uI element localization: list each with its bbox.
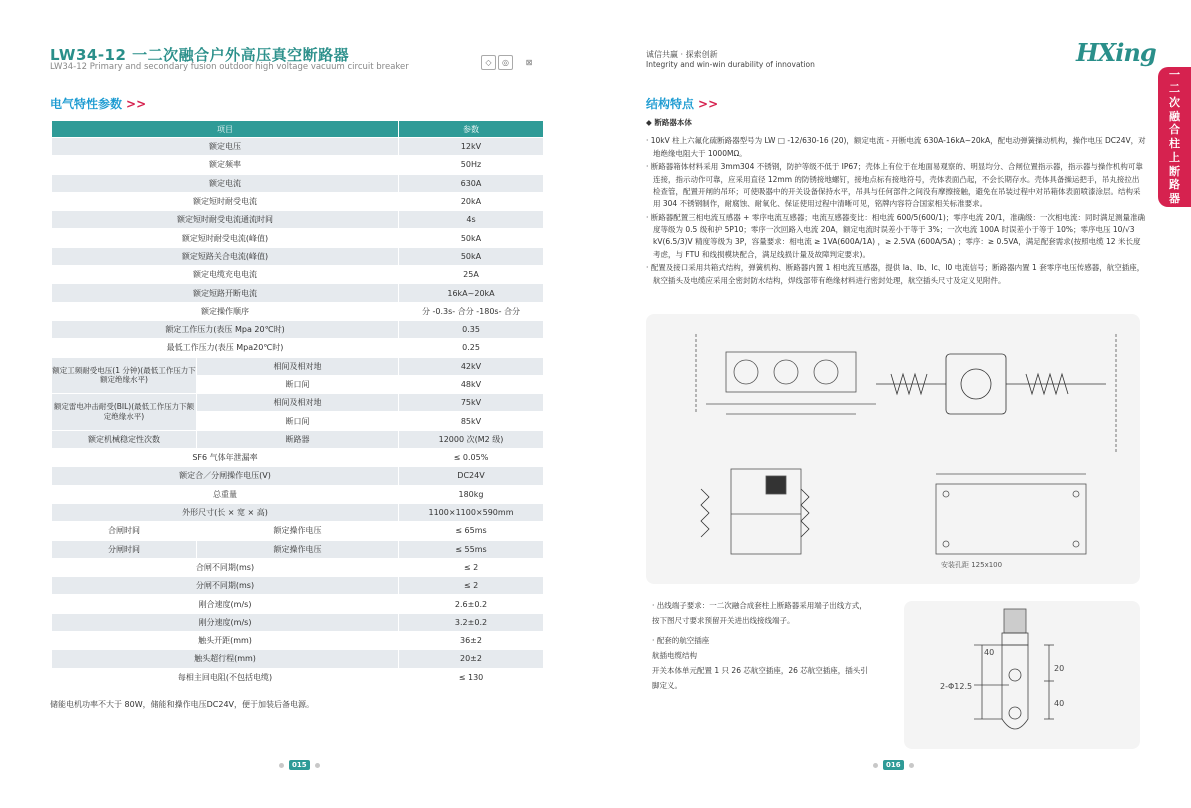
table-row	[52, 156, 544, 174]
table-cell: 刚合速度(m/s)	[52, 595, 399, 613]
table-cell: SF6 气体年泄漏率	[52, 449, 399, 467]
table-row	[52, 320, 544, 338]
table-cell: ≤ 0.05%	[399, 449, 544, 467]
table-cell: 额定操作顺序	[52, 302, 399, 320]
header-item: 项目	[52, 121, 399, 138]
table-row	[52, 266, 544, 284]
cert-icon-1: ◇	[481, 55, 496, 70]
cert-icon-2: ◎	[498, 55, 513, 70]
table-cell: 2.6±0.2	[399, 595, 544, 613]
table-cell: 分闸不同期(ms)	[52, 577, 399, 595]
table-cell: 额定操作电压	[197, 522, 399, 540]
table-cell: 额定短时耐受电流(峰值)	[52, 229, 399, 247]
table-cell: 相间及相对地	[197, 357, 399, 375]
list-item: · 出线端子要求：一二次融合成套柱上断路器采用端子出线方式，	[652, 601, 867, 610]
page-number-right: 016	[873, 760, 914, 770]
list-item: · 10kV 柱上六氟化硫断路器型号为 LW □ -12/630-16 (20)，额定电流 - 开断电流 630A-16kA~20kA，配电动弹簧操动机构，操作电压 DC24V，对地绝缘电阻大于 1000MΩ。	[646, 136, 1146, 158]
structure-features	[646, 117, 1146, 288]
table-cell: 刚分速度(m/s)	[52, 613, 399, 631]
table-row	[52, 613, 544, 631]
table-cell: 20kA	[399, 192, 544, 210]
list-item: · 断路器配置三相电流互感器 + 零序电流互感器；电流互感器变比：相电流 600/5(600/1)；零序电流 20/1，准确级：一次相电流：同时满足测量准确度等级为 0.5 级和护 5P10；零序一次回路入电流 20A，额定电流时误差小于等于 3%；一次电流 100A 时误差小于等于 10%；零序电压 10/√3 kV(6.5/3)V 精度等级为 3P，容量要求：相电流 ≥ 1VA(600A/1A) ，≥ 2.5VA (600A/5A) ；零序：≥ 0.5VA，满足配套需求(按照电缆 12 米长度考虑，与 FTU 和线损模块配合，满足线损计量及故障判定要求)。	[646, 212, 1146, 259]
arrow-icon: >>	[698, 97, 719, 111]
table-row	[52, 503, 544, 521]
page-title: LW34-12 一二次融合户外高压真空断路器	[50, 46, 350, 64]
table-cell: 16kA~20kA	[399, 284, 544, 302]
table-row	[52, 577, 544, 595]
bil-label: 额定雷电冲击耐受(BIL)(最低工作压力下额定绝缘水平)	[52, 394, 197, 431]
table-row	[52, 211, 544, 229]
terminal-drawing	[904, 601, 1140, 749]
table-cell: 最低工作压力(表压 Mpa20℃时)	[52, 339, 399, 357]
table-cell: 12000 次(M2 级)	[399, 430, 544, 448]
table-row	[52, 394, 544, 412]
table-cell: 额定合／分闸操作电压(V)	[52, 467, 399, 485]
table-cell: ≤ 55ms	[399, 540, 544, 558]
table-cell: 50kA	[399, 247, 544, 265]
list-item: 脚定义。	[652, 681, 682, 691]
terminal-requirements	[652, 600, 892, 696]
table-row	[52, 302, 544, 320]
table-header	[52, 121, 544, 138]
table-cell: 0.25	[399, 339, 544, 357]
table-cell: 触头超行程(mm)	[52, 650, 399, 668]
table-cell: 额定电压	[52, 138, 399, 156]
table-cell: 42kV	[399, 357, 544, 375]
table-cell: 断路器	[197, 430, 399, 448]
table-row	[52, 650, 544, 668]
table-cell: 每相主回电阻(不包括电缆)	[52, 668, 399, 686]
table-cell: 断口间	[197, 412, 399, 430]
terminal-svg	[904, 601, 1140, 749]
page-number-left: 015	[279, 760, 320, 770]
table-cell: 48kV	[399, 375, 544, 393]
table-row	[52, 339, 544, 357]
pf-label: 额定工频耐受电压(1 分钟)(最低工作压力下额定绝缘水平)	[52, 357, 197, 394]
table-cell: 额定频率	[52, 156, 399, 174]
table-cell: 额定电流	[52, 174, 399, 192]
breaker-drawing	[646, 314, 1140, 584]
table-cell: 额定机械稳定性次数	[52, 430, 197, 448]
table-cell: 相间及相对地	[197, 394, 399, 412]
header-value: 参数	[399, 121, 544, 138]
table-row	[52, 229, 544, 247]
list-item: 按下图尺寸要求预留开关进出线接线端子。	[652, 616, 795, 626]
table-cell: ≤ 65ms	[399, 522, 544, 540]
svg-text:40: 40	[1054, 699, 1065, 708]
table-row	[52, 558, 544, 576]
table-cell: 180kg	[399, 485, 544, 503]
table-cell: 断口间	[197, 375, 399, 393]
table-cell: 合闸时间	[52, 522, 197, 540]
table-cell: 额定短路开断电流	[52, 284, 399, 302]
table-row	[52, 357, 544, 375]
table-row	[52, 522, 544, 540]
side-tab[interactable]: 一 二 次 融 合 柱 上 断 路 器	[1158, 67, 1191, 207]
table-cell: 总重量	[52, 485, 399, 503]
table-cell: 额定短路关合电流(峰值)	[52, 247, 399, 265]
table-cell: 分闸时间	[52, 540, 197, 558]
table-cell: 额定短时耐受电流通流时间	[52, 211, 399, 229]
table-cell: 36±2	[399, 632, 544, 650]
section-structure: 结构特点 >>	[646, 97, 719, 111]
table-row	[52, 595, 544, 613]
table-cell: DC24V	[399, 467, 544, 485]
table-cell: ≤ 2	[399, 558, 544, 576]
table-row	[52, 247, 544, 265]
list-item: 航插电缆结构	[652, 650, 697, 660]
table-cell: 12kV	[399, 138, 544, 156]
list-item: 开关本体单元配置 1 只 26 芯航空插座，26 芯航空插座，插头引	[652, 666, 868, 675]
table-cell: 630A	[399, 174, 544, 192]
table-cell: 合闸不同期(ms)	[52, 558, 399, 576]
table-row	[52, 540, 544, 558]
svg-text:2-Φ12.5: 2-Φ12.5	[940, 682, 973, 691]
table-row	[52, 430, 544, 448]
table-row	[52, 192, 544, 210]
table-row	[52, 449, 544, 467]
table-cell: 额定电缆充电电流	[52, 266, 399, 284]
table-cell: 外形尺寸(长 × 宽 × 高)	[52, 503, 399, 521]
certification-icons	[481, 55, 545, 71]
list-item: · 配套的航空插座	[652, 635, 710, 645]
table-cell: 50Hz	[399, 156, 544, 174]
table-cell: 25A	[399, 266, 544, 284]
technical-drawing	[646, 314, 1140, 584]
table-cell: 触头开距(mm)	[52, 632, 399, 650]
cert-icon-3: ⊠	[525, 58, 533, 67]
list-item: · 断路器箱体材料采用 3mm304 不锈钢，防护等级不低于 IP67；壳体上有位于在地面易观察的、明显均分、合闸位置指示器，指示器与操作机构可靠连接，指示动作可靠，应采用直径 12mm 的防锈接地螺钉，接地点标有接地符号，壳体表面凸起，不会长期存水。壳体具备操运把手，吊丸接拉出检查管，配置开闸的吊环；可使吸器中的开关设备保持水平，吊具与任何部件之间没有摩擦接触，避免在吊装过程中对吊箱体表面喷漆涂层。结构采用 304 不锈钢制作，耐腐蚀、耐氧化、保证使用过程中清晰可见，铭牌内容符合国家相关标准要求。	[646, 162, 1143, 209]
table-cell: 0.35	[399, 320, 544, 338]
svg-text:40: 40	[984, 648, 995, 657]
drawing-caption: 安装孔距 125x100	[941, 561, 1003, 569]
table-row	[52, 138, 544, 156]
table-cell: 3.2±0.2	[399, 613, 544, 631]
table-cell: 50kA	[399, 229, 544, 247]
table-cell: 75kV	[399, 394, 544, 412]
page-subtitle: LW34-12 Primary and secondary fusion outdoor high voltage vacuum circuit breaker	[50, 62, 409, 72]
table-cell: 额定短时耐受电流	[52, 192, 399, 210]
arrow-icon: >>	[126, 97, 147, 111]
features-lead: ◆ 断路器本体	[646, 118, 692, 127]
table-cell: ≤ 2	[399, 577, 544, 595]
spec-table	[51, 120, 544, 687]
table-row	[52, 284, 544, 302]
table-row	[52, 632, 544, 650]
table-cell: 20±2	[399, 650, 544, 668]
table-cell: 1100×1100×590mm	[399, 503, 544, 521]
slogan-en: Integrity and win-win durability of innovation	[646, 60, 815, 69]
list-item: · 配置及接口采用共箱式结构，弹簧机构、断路器内置 1 相电流互感器，提供 Ia、Ib、Ic、I0 电流信号；断路器内置 1 套零序电压传感器，航空插座，航空插头及电缆应采用全密封防水结构，焊线部带有绝缘材料进行密封处理，航空插头尺寸及定义见附件。	[646, 263, 1145, 285]
slogan: 诚信共赢 · 探索创新	[646, 50, 718, 59]
table-row	[52, 668, 544, 686]
table-cell: 分 -0.3s- 合分 -180s- 合分	[399, 302, 544, 320]
table-cell: 额定工作压力(表压 Mpa 20℃时)	[52, 320, 399, 338]
table-cell: ≤ 130	[399, 668, 544, 686]
table-row	[52, 174, 544, 192]
table-row	[52, 467, 544, 485]
table-cell: 4s	[399, 211, 544, 229]
table-cell: 85kV	[399, 412, 544, 430]
company-logo: HXing	[1076, 38, 1156, 67]
section-electrical: 电气特性参数 >>	[50, 97, 147, 111]
footnote: 储能电机功率不大于 80W，储能和操作电压DC24V，便于加装后备电源。	[50, 700, 315, 709]
svg-text:20: 20	[1054, 664, 1065, 673]
table-cell: 额定操作电压	[197, 540, 399, 558]
table-row	[52, 485, 544, 503]
